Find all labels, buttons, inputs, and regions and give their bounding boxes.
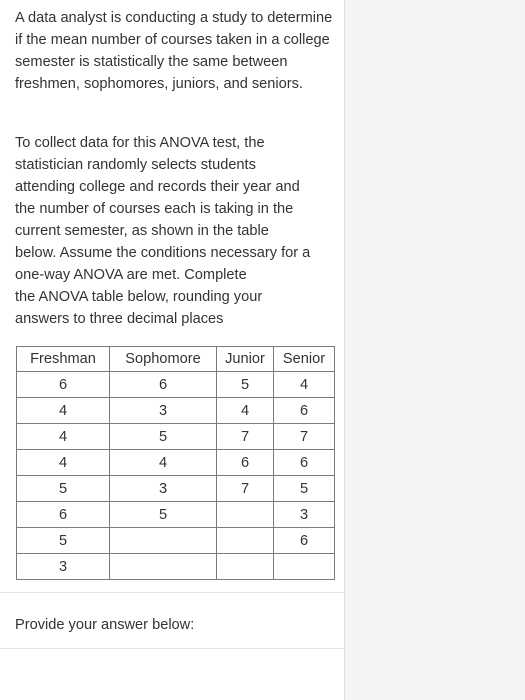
table-cell: 3: [110, 476, 217, 502]
section-divider: [0, 592, 344, 593]
table-row: [17, 424, 335, 450]
table-cell: 7: [217, 476, 274, 502]
answer-prompt: Provide your answer below:: [15, 617, 195, 633]
table-cell: 3: [110, 398, 217, 424]
answer-divider: [0, 648, 344, 649]
table-cell: 7: [217, 424, 274, 450]
question-instructions: To collect data for this ANOVA test, the statistician randomly selects students attending college and records their year and the number of courses each is taking in the current semester, as shown in the table below. Assume the conditions necessary for a one-way ANOVA are met. Complete the ANOVA table below, rounding your answers to three decimal places: [15, 135, 311, 327]
table-row: [17, 398, 335, 424]
table-cell: 4: [17, 424, 110, 450]
table-cell: 6: [274, 450, 335, 476]
table-cell: 4: [17, 398, 110, 424]
table-cell: 5: [110, 502, 217, 528]
table-cell: 6: [17, 372, 110, 398]
table-cell: 3: [17, 554, 110, 580]
table-cell: 7: [274, 424, 335, 450]
courses-data-table: [16, 346, 335, 580]
table-cell: 3: [274, 502, 335, 528]
header-sophomore: Sophomore: [110, 347, 217, 372]
table-row: [17, 554, 335, 580]
table-cell: 5: [217, 372, 274, 398]
question-intro: A data analyst is conducting a study to determine if the mean number of courses taken in a college semester is statistically the same between freshmen, sophomores, juniors, and seniors.: [15, 10, 333, 92]
table-cell: 6: [274, 528, 335, 554]
table-row: [17, 450, 335, 476]
table-cell: 5: [17, 476, 110, 502]
header-freshman: Freshman: [17, 347, 110, 372]
table-row: [17, 372, 335, 398]
table-cell: [217, 502, 274, 528]
table-cell: 4: [17, 450, 110, 476]
table-cell: 4: [217, 398, 274, 424]
table-cell: 6: [274, 398, 335, 424]
table-cell: [110, 554, 217, 580]
table-cell: [217, 554, 274, 580]
header-junior: Junior: [217, 347, 274, 372]
table-cell: 6: [217, 450, 274, 476]
table-cell: 6: [17, 502, 110, 528]
table-cell: 4: [274, 372, 335, 398]
table-cell: 5: [110, 424, 217, 450]
table-row: [17, 476, 335, 502]
table-cell: [217, 528, 274, 554]
table-cell: 6: [110, 372, 217, 398]
table-cell: 5: [274, 476, 335, 502]
header-senior: Senior: [274, 347, 335, 372]
table-cell: 4: [110, 450, 217, 476]
table-cell: 5: [17, 528, 110, 554]
table-header-row: [17, 347, 335, 372]
table-row: [17, 502, 335, 528]
table-cell: [274, 554, 335, 580]
table-cell: [110, 528, 217, 554]
table-row: [17, 528, 335, 554]
